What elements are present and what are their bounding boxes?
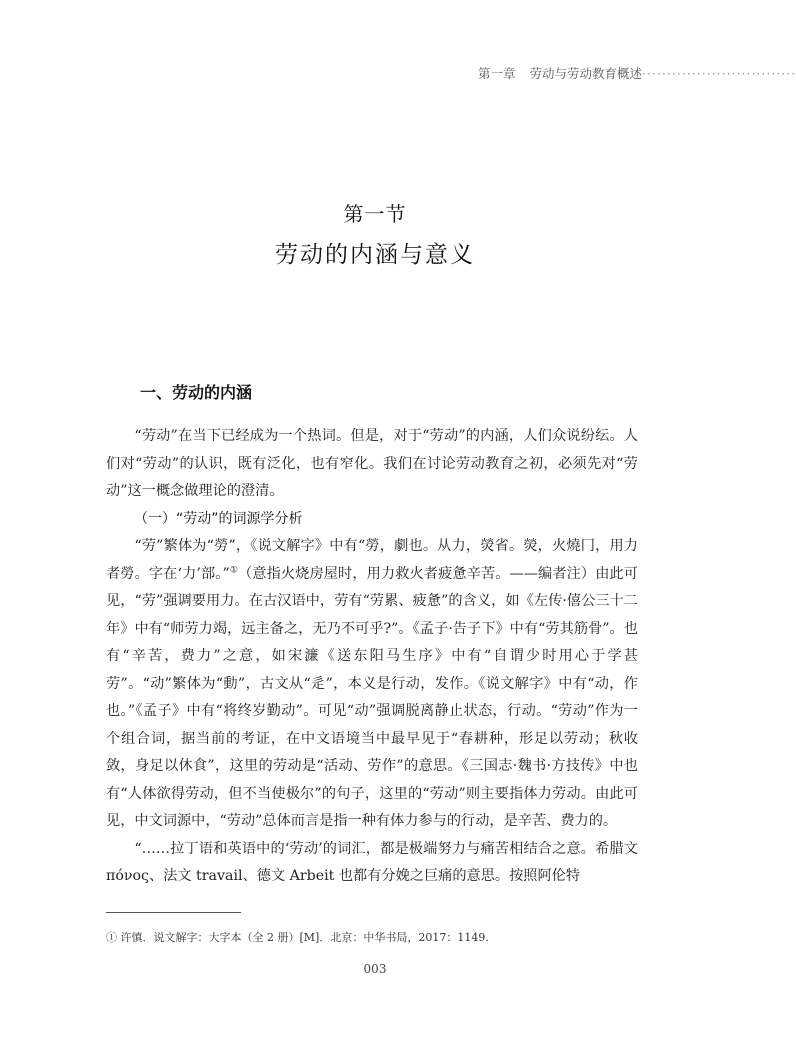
etymology-text-part1: “劳”繁体为“勞”，《说文解字》中有“勞，劇也。从力，熒省。熒，火燒冂，用力者勞。字在‘力’部。”: [106, 538, 638, 582]
section-title: 劳动的内涵与意义: [275, 242, 475, 268]
running-header: [478, 64, 796, 82]
chapter-number: 第一章: [478, 66, 516, 81]
header-leader-dots: ·······························: [642, 66, 796, 81]
footnote: ① 许慎．说文解字：大字本（全 2 册）[M]．北京：中华书局，2017：1149.: [106, 931, 489, 944]
subheading: （一）“劳动”的词源学分析: [134, 510, 303, 527]
heading-level-1: 一、劳动的内涵: [140, 383, 253, 402]
footnote-marker: ①: [229, 564, 238, 575]
page-number: 003: [363, 962, 387, 976]
footnote-divider: [106, 912, 241, 913]
foreign-etymology-paragraph: “……拉丁语和英语中的‘劳动’的词汇，都是极端努力与痛苦相结合之意。希腊文 πόνος、法文 travail、德文 Arbeit 也都有分娩之巨痛的意思。按照阿伦特: [106, 840, 638, 884]
body-text: [106, 423, 638, 891]
intro-paragraph: “劳动”在当下已经成为一个热词。但是，对于“劳动”的内涵，人们众说纷纭。人们对“劳动”的认识，既有泛化，也有窄化。我们在讨论劳动教育之初，必须先对“劳动”这一概念做理论的澄清。: [106, 428, 638, 499]
etymology-text-part2: （意指火烧房屋时，用力救火者疲惫辛苦。——编者注）由此可见，“劳”强调要用力。在古汉语中，劳有“劳累、疲惫”的含义，如《左传·僖公三十二年》中有“师劳力竭，远主备之，无乃不可乎?”。《孟子·告子下》中有“劳其筋骨”。也有“辛苦，费力”之意，如宋濂《送东阳马生序》中有“自谓少时用心于学甚劳”。“动”繁体为“動”，古文从“辵”，本义是行动，发作。《说文解字》中有“动，作也。”《孟子》中有“将终岁勤动”。可见“动”强调脱离静止状态，行动。“劳动”作为一个组合词，据当前的考证，在中文语境当中最早见于“春耕种，形足以劳动；秋收敛，身足以休食”，这里的劳动是“活动、劳作”的意思。《三国志·魏书·方技传》中也有“人体欲得劳动，但不当使极尔”的句子，这里的“劳动”则主要指体力劳动。由此可见，中文词源中，“劳动”总体而言是指一种有体力参与的行动，是辛苦、费力的。: [106, 565, 638, 829]
etymology-paragraph: [106, 533, 638, 836]
section-number: 第一节: [343, 202, 407, 226]
chapter-title: 劳动与劳动教育概述: [529, 66, 643, 81]
